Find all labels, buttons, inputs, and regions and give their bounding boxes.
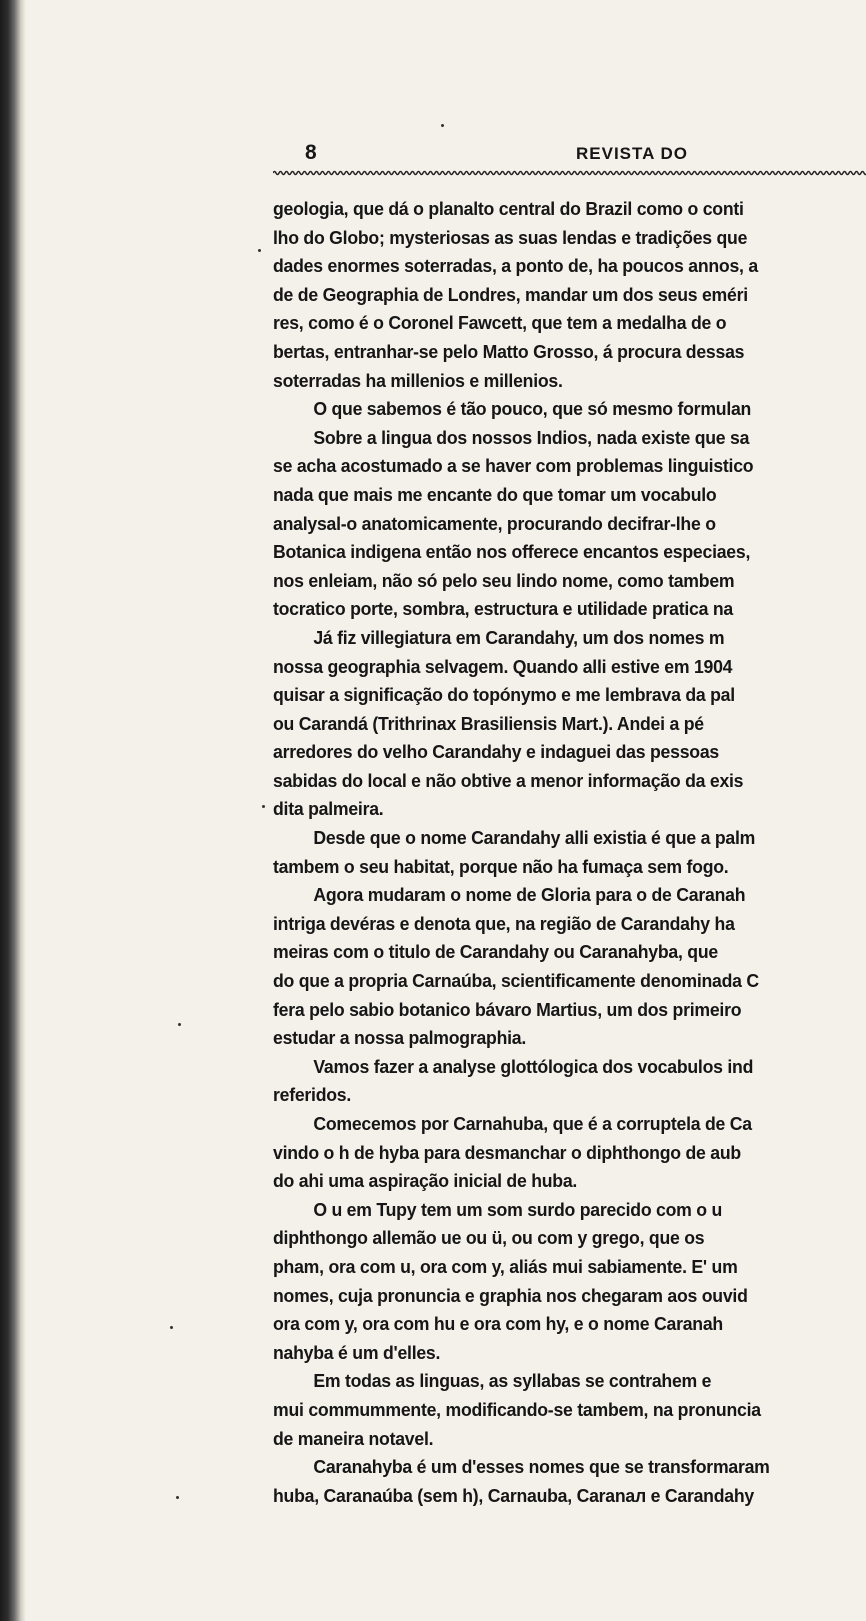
- text-line: de maneira notavel.: [273, 1427, 434, 1449]
- text-line: Comecemos por Carnahuba, que é a corruptela de Ca: [313, 1113, 752, 1134]
- text-line: huba, Caranaúba (sem h), Carnauba, Caranал e Carandahy: [273, 1484, 754, 1506]
- text-line: Já fiz villegiatura em Carandahy, um dos nomes m: [313, 626, 725, 648]
- text-line: soterradas ha millenios e millenios.: [273, 369, 563, 391]
- text-line: O u em Tupy tem um som surdo parecido com o u: [313, 1198, 723, 1220]
- text-line: Sobre a lingua dos nossos Indios, nada existe que sa: [313, 426, 750, 448]
- print-speck: [176, 1496, 179, 1499]
- text-line: ora com y, ora com hu e ora com hy, e o nome Caranah: [273, 1313, 723, 1335]
- text-line: referidos.: [273, 1084, 352, 1106]
- running-header: REVISTA DO: [576, 144, 689, 163]
- text-line: estudar a nossa palmographia.: [273, 1027, 527, 1049]
- text-line: analysal-o anatomicamente, procurando decifrar-lhe o: [273, 512, 716, 534]
- text-line: tambem o seu habitat, porque não ha fumaça sem fogo.: [273, 855, 729, 877]
- print-speck: [441, 124, 444, 127]
- text-line: nada que mais me encante do que tomar um vocabulo: [273, 483, 717, 505]
- text-line: quisar a significação do topónymo e me lembrava da pal: [273, 684, 735, 706]
- text-line: tocratico porte, sombra, estructura e utilidade pratica na: [273, 598, 733, 620]
- text-line: diphthongo allemão ue ou ü, ou com y grego, que os: [273, 1227, 705, 1249]
- text-line: nomes, cuja pronuncia e graphia nos chegaram aos ouvid: [273, 1284, 748, 1306]
- print-speck: [170, 1326, 173, 1329]
- text-line: res, como é o Coronel Fawcett, que tem a medalha de o: [273, 312, 727, 334]
- text-line: pham, ora com u, ora com y, aliás mui sabiamente. E' um: [273, 1255, 738, 1277]
- text-line: Em todas as linguas, as syllabas se contrahem e: [313, 1370, 712, 1392]
- text-line: O que sabemos é tão pouco, que só mesmo formulan: [313, 398, 752, 420]
- text-line: geologia, que dá o planalto central do Brazil como o conti: [273, 198, 744, 219]
- page-number: 8: [305, 141, 318, 164]
- text-line: do ahi uma aspiração inicial de huba.: [273, 1170, 578, 1192]
- text-line: lho do Globo; mysteriosas as suas lendas e tradições que: [273, 226, 748, 248]
- print-speck: [262, 805, 265, 808]
- text-line: Botanica indigena então nos offerece encantos especiaes,: [273, 541, 751, 563]
- text-line: mui commummente, modificando-se tambem, na pronuncia: [273, 1398, 761, 1420]
- header-wavy-rule: [273, 169, 866, 177]
- text-line: dades enormes soterradas, a ponto de, ha poucos annos, a: [273, 255, 758, 277]
- print-speck: [178, 1023, 181, 1026]
- text-line: arredores do velho Carandahy e indaguei das pessoas: [273, 741, 719, 763]
- page-body-text: [273, 195, 842, 1510]
- text-line: meiras com o titulo de Carandahy ou Caranahyba, que: [273, 941, 718, 963]
- text-line: fera pelo sabio botanico bávaro Martius, um dos primeiro: [273, 998, 742, 1020]
- text-line: bertas, entranhar-se pelo Matto Grosso, á procura dessas: [273, 340, 745, 362]
- text-line: nahyba é um d'elles.: [273, 1341, 441, 1363]
- text-line: de de Geographia de Londres, mandar um dos seus eméri: [273, 283, 748, 305]
- text-line: Agora mudaram o nome de Gloria para o de Caranah: [313, 884, 746, 906]
- text-line: intriga devéras e denota que, na região de Carandahy ha: [273, 912, 735, 934]
- print-speck: [258, 249, 261, 252]
- text-line: se acha acostumado a se haver com problemas linguistico: [273, 455, 754, 477]
- text-line: nos enleiam, não só pelo seu lindo nome, como tambem: [273, 569, 735, 591]
- text-line: do que a propria Carnaúba, scientificamente denominada C: [273, 970, 759, 992]
- text-line: nossa geographia selvagem. Quando alli estive em 1904: [273, 655, 733, 677]
- text-line: dita palmeira.: [273, 798, 384, 820]
- text-line: sabidas do local e não obtive a menor informação da exis: [273, 769, 744, 791]
- text-line: ou Carandá (Trithrinax Brasiliensis Mart.). Andei a pé: [273, 712, 704, 734]
- book-binding-edge: [0, 0, 26, 1621]
- text-line: vindo o h de hуba para desmanchar o diphthongo de aub: [273, 1141, 741, 1163]
- text-line: Caranahyba é um d'esses nomes que se transformaram: [313, 1456, 770, 1478]
- text-line: Desde que o nome Carandahy alli existia é que a palm: [313, 827, 756, 849]
- text-line: Vamos fazer a analyse glottólogica dos vocabulos ind: [313, 1055, 754, 1077]
